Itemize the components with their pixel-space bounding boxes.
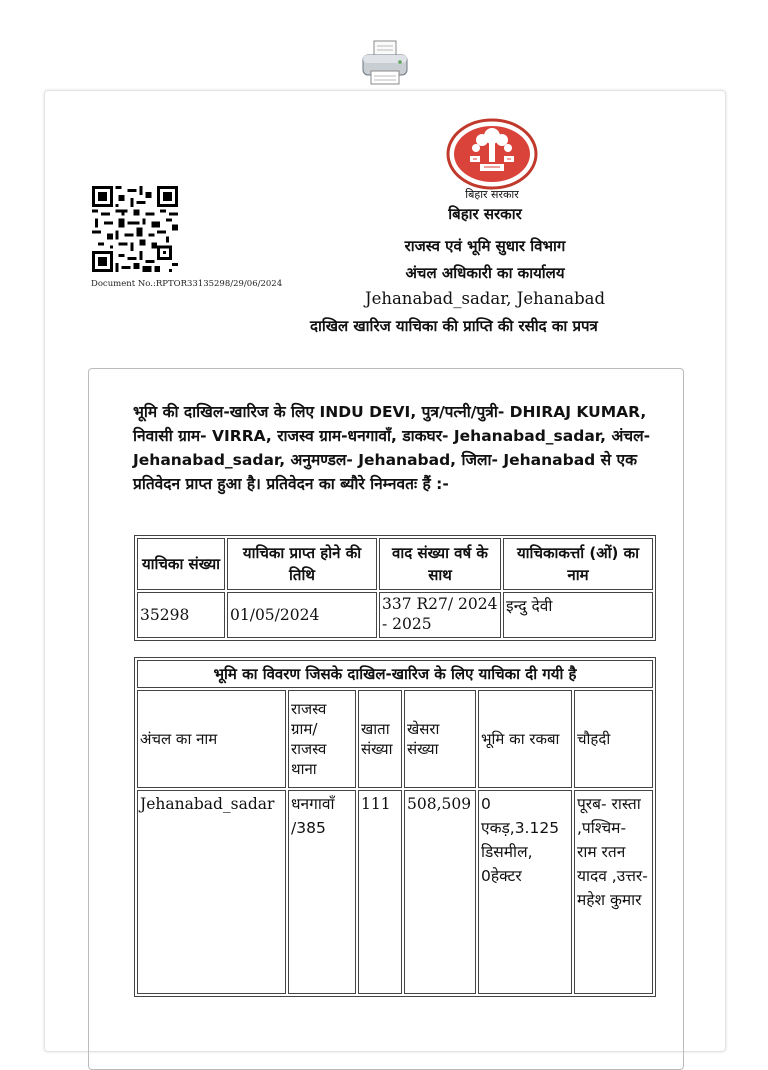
- table-row: [137, 790, 653, 994]
- header-khesra-number: खेसरा संख्या: [404, 690, 476, 788]
- revenue-village: धनगावाँ /385: [288, 790, 356, 994]
- petition-table: [134, 535, 656, 641]
- printer-icon: [360, 38, 412, 88]
- land-details-table: [134, 657, 656, 997]
- header-receipt-date: याचिका प्राप्त होने की तिथि: [227, 538, 377, 590]
- petitioner-name: इन्दु देवी: [503, 592, 653, 638]
- petition-number: 35298: [137, 592, 225, 638]
- qr-code: [90, 186, 180, 272]
- government-title: बिहार सरकार: [448, 205, 522, 223]
- header-petitioner-name: याचिकाकर्त्ता (ओं) का नाम: [503, 538, 653, 590]
- print-button[interactable]: [360, 38, 412, 88]
- boundaries: पूरब- रास्ता ,पश्चिम- राम रतन यादव ,उत्तर- महेश कुमार: [574, 790, 653, 994]
- header-case-number: वाद संख्या वर्ष के साथ: [379, 538, 501, 590]
- khesra-number: 508,509: [404, 790, 476, 994]
- office-location: Jehanabad_sadar, Jehanabad: [364, 289, 606, 308]
- header-khata-number: खाता संख्या: [358, 690, 402, 788]
- circle-name: Jehanabad_sadar: [137, 790, 286, 994]
- header-circle-name: अंचल का नाम: [137, 690, 286, 788]
- office-title: अंचल अधिकारी का कार्यालय: [405, 264, 565, 282]
- receipt-title: दाखिल खारिज याचिका की प्राप्ति की रसीद का प्रपत्र: [310, 317, 598, 335]
- petition-table-header: [137, 538, 653, 590]
- receipt-date: 01/05/2024: [227, 592, 377, 638]
- header-petition-number: याचिका संख्या: [137, 538, 225, 590]
- land-table-caption: भूमि का विवरण जिसके दाखिल-खारिज के लिए याचिका दी गयी है: [137, 660, 653, 688]
- land-table-header: [137, 690, 653, 788]
- emblem-caption: बिहार सरकार: [465, 188, 519, 201]
- header-revenue-village: राजस्व ग्राम/ राजस्व थाना: [288, 690, 356, 788]
- khata-number: 111: [358, 790, 402, 994]
- table-row: [137, 592, 653, 638]
- header-boundaries: चौहदी: [574, 690, 653, 788]
- header-land-area: भूमि का रकबा: [478, 690, 572, 788]
- bihar-government-emblem: [446, 118, 538, 190]
- document-number: Document No.:RPTOR33135298/29/06/2024: [91, 279, 283, 289]
- intro-paragraph: भूमि की दाखिल-खारिज के लिए INDU DEVI, पुत्र/पत्नी/पुत्री- DHIRAJ KUMAR, निवासी ग्राम- VIRRA, राजस्व ग्राम-धनगावाँ, डाकघर- Jehanabad_sadar, अंचल- Jehanabad_sadar, अनुमण्डल- Jehanabad, जिला- Jehanabad से एक प्रतिवेदन प्राप्त हुआ है। प्रतिवेदन का ब्यौरे निम्नवतः हैं :-: [133, 403, 651, 493]
- land-area: 0 एकड़,3.125 डिसमील, 0हेक्टर: [478, 790, 572, 994]
- case-number: 337 R27/ 2024 - 2025: [379, 592, 501, 638]
- department-title: राजस्व एवं भूमि सुधार विभाग: [404, 237, 566, 255]
